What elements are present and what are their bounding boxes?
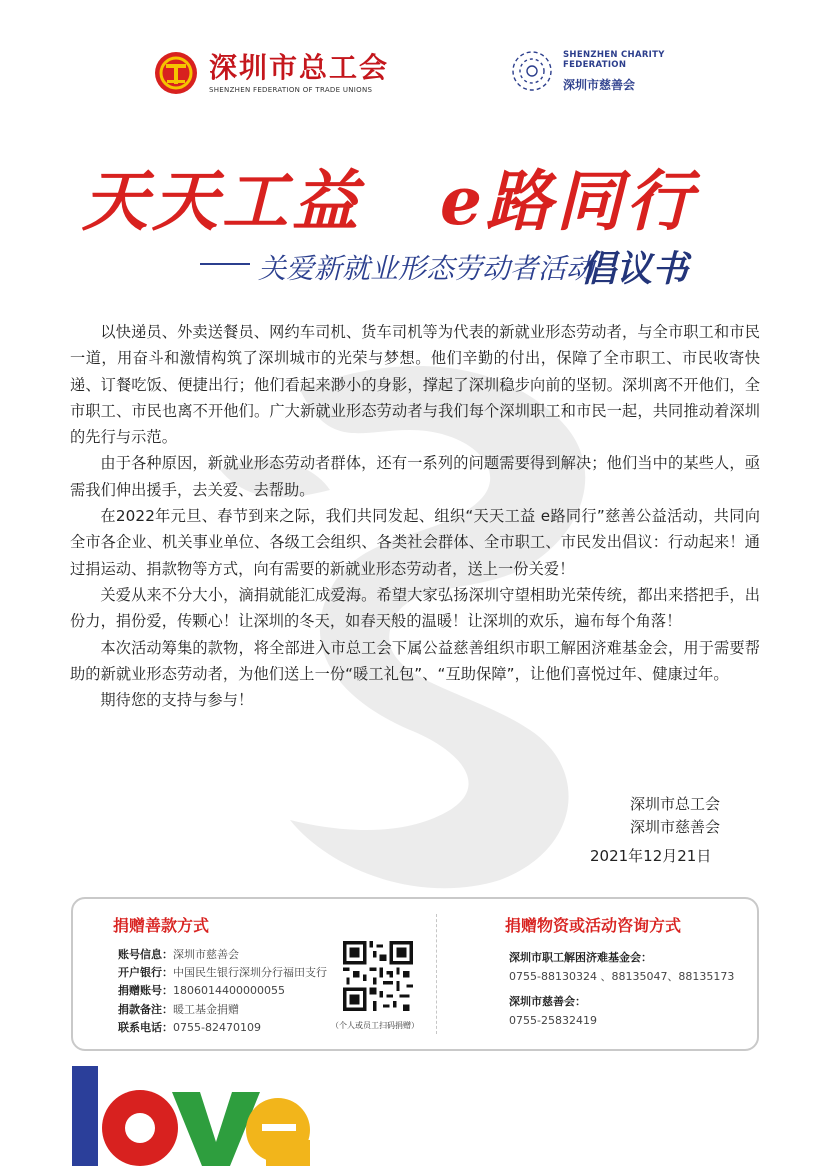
contact-phone: 0755-88130324 、88135047、88135173 xyxy=(509,970,735,983)
signature-date: 2021年12月21日 xyxy=(590,847,712,865)
subtitle-tag: 倡议书 xyxy=(580,248,689,290)
union-name-en: SHENZHEN FEDERATION OF TRADE UNIONS xyxy=(209,86,373,94)
info-row: 捐款备注：暖工基金捐赠 xyxy=(118,1002,239,1016)
subtitle: 关爱新就业形态劳动者活动 xyxy=(258,252,595,285)
body-text xyxy=(70,319,760,713)
charity-emblem-icon xyxy=(509,48,555,94)
contact-list xyxy=(509,948,734,1036)
signer-union: 深圳市总工会 xyxy=(629,795,720,813)
paragraph: 由于各种原因，新就业形态劳动者群体，还有一系列的问题需要得到解决；他们当中的某些人，亟需我们伸出援手，去关爱、去帮助。 xyxy=(70,454,760,499)
paragraph: 本次活动筹集的款物，将全部进入市总工会下属公益慈善组织市职工解困济难基金会，用于需要帮助的新就业形态劳动者，为他们送上一份“暖工礼包”、“互助保障”，让他们喜悦过年、健康过年。 xyxy=(70,638,760,683)
title-left: 天天工益 xyxy=(82,162,362,240)
title-right: e路同行 xyxy=(440,162,696,240)
paragraph: 期待您的支持与参与！ xyxy=(100,691,254,710)
paragraph: 在2022年元旦、春节到来之际，我们共同发起、组织“天天工益 e路同行”慈善公益活动，共同向全市各企业、机关事业单位、各级工会组织、各类社会群体、全市职工、市民发出倡议：行动起来！通过捐运动、捐款物等方式，向有需要的新就业形态劳动者，送上一份关爱！ xyxy=(70,507,760,578)
charity-name-en-1: SHENZHEN CHARITY xyxy=(563,49,665,60)
signer-charity: 深圳市慈善会 xyxy=(629,818,720,836)
info-row: 账号信息：深圳市慈善会 xyxy=(118,948,239,961)
donation-money-rows xyxy=(118,946,327,1037)
charity-logo xyxy=(509,48,665,94)
box-divider xyxy=(436,914,437,1034)
info-row: 开户银行：中国民生银行深圳分行福田支行 xyxy=(118,966,327,980)
trade-union-emblem-icon xyxy=(153,50,199,96)
charity-name-en-2: FEDERATION xyxy=(563,59,627,70)
contact-phone: 0755-25832419 xyxy=(509,1014,597,1027)
love-logo-icon xyxy=(70,1060,310,1166)
union-logo xyxy=(153,50,389,96)
paragraph: 以快递员、外卖送餐员、网约车司机、货车司机等为代表的新就业形态劳动者，与全市职工和市民一道，用奋斗和激情构筑了深圳城市的光荣与梦想。他们辛勤的付出，保障了全市职工、市民收寄快递、订餐吃饭、便捷出行；他们看起来渺小的身影，撑起了深圳稳步向前的坚韧。深圳离不开他们，全市职工、市民也离不开他们。广大新就业形态劳动者与我们每个深圳职工和市民一起，共同推动着深圳的先行与示范。 xyxy=(70,323,760,447)
header xyxy=(0,46,828,106)
info-row: 捐赠账号：1806014400000055 xyxy=(118,984,285,998)
info-row: 联系电话：0755-82470109 xyxy=(118,1020,261,1034)
union-name-cn: 深圳市总工会 xyxy=(209,51,390,84)
subtitle-dash xyxy=(200,263,250,265)
qr-code-icon[interactable] xyxy=(343,941,413,1011)
signature-block xyxy=(630,793,720,839)
donation-money-title: 捐赠善款方式 xyxy=(113,916,210,935)
contact-label: 深圳市慈善会： xyxy=(509,995,586,1008)
contact-label: 深圳市职工解困济难基金会： xyxy=(509,951,652,964)
qr-caption: （个人或员工扫码捐赠） xyxy=(331,1021,419,1030)
charity-name-cn: 深圳市慈善会 xyxy=(563,77,636,92)
donation-info-box xyxy=(71,897,759,1051)
paragraph: 关爱从来不分大小，滴捐就能汇成爱海。希望大家弘扬深圳守望相助光荣传统，都出来搭把手，出份力，捐份爱，传颗心！让深圳的冬天，如春天般的温暖！让深圳的欢乐，遍布每个角落！ xyxy=(70,585,760,631)
main-title xyxy=(82,148,762,240)
donation-goods-title: 捐赠物资或活动咨询方式 xyxy=(505,916,682,935)
